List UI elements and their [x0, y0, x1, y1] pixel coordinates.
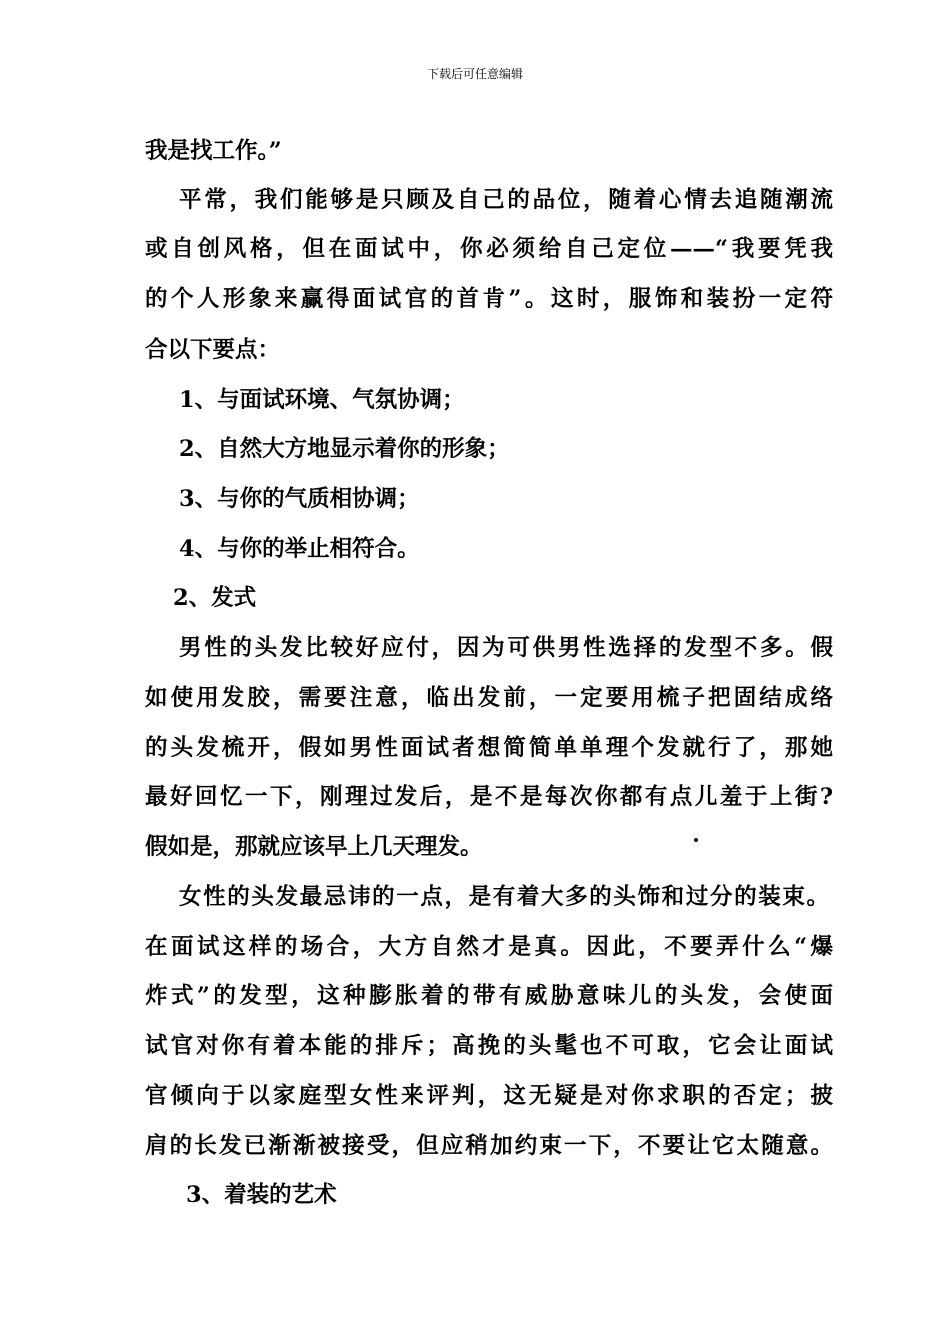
- section-heading: 2、发式: [173, 585, 257, 611]
- text-line: 平常，我们能够是只顾及自己的品位，随着心情去追随潮流: [179, 187, 833, 213]
- list-item: 1、与面试环境、气氛协调；: [179, 387, 465, 413]
- text-line: 试官对你有着本能的排斥；高挽的头髦也不可取，它会让面试: [145, 1033, 833, 1059]
- page-header: 下载后可任意编辑: [426, 67, 523, 81]
- list-item: 2、自然大方地显示着你的形象；: [179, 436, 510, 462]
- text-line: 男性的头发比较好应付，因为可供男性选择的发型不多。假: [179, 635, 833, 661]
- text-line: 最好回忆一下，刚理过发后，是不是每次你都有点儿羞于上街?: [145, 784, 833, 810]
- stray-dot: [694, 838, 698, 842]
- text-line: 如使用发胶，需要注意，临出发前，一定要用梳子把固结成络: [145, 685, 833, 711]
- text-line: 假如是，那就应该早上几天理发。: [145, 834, 483, 860]
- text-line: 或自创风格，但在面试中，你必须给自己定位——“我要凭我: [145, 236, 833, 262]
- text-line: 在面试这样的场合，大方自然才是真。因此，不要弄什么“爆: [145, 934, 833, 960]
- text-line: 我是找工作。”: [145, 138, 282, 164]
- section-heading: 3、着装的艺术: [186, 1182, 337, 1208]
- list-item: 4、与你的举止相符合。: [179, 536, 420, 562]
- text-line: 的头发梳开，假如男性面试者想简简单单理个发就行了，那她: [145, 735, 833, 761]
- text-line: 合以下要点：: [145, 337, 281, 363]
- text-line: 女性的头发最忌讳的一点，是有着大多的头饰和过分的装束。: [179, 884, 829, 910]
- text-line: 肩的长发已渐渐被接受，但应稍加约束一下，不要让它太随意。: [145, 1133, 833, 1159]
- text-line: 官倾向于以家庭型女性来评判，这无疑是对你求职的否定；披: [145, 1083, 833, 1109]
- text-line: 炸式”的发型，这种膨胀着的带有威胁意味儿的头发，会使面: [145, 983, 833, 1009]
- text-line: 的个人形象来赢得面试官的首肯”。这时，服饰和装扮一定符: [145, 286, 833, 312]
- list-item: 3、与你的气质相协调；: [179, 486, 420, 512]
